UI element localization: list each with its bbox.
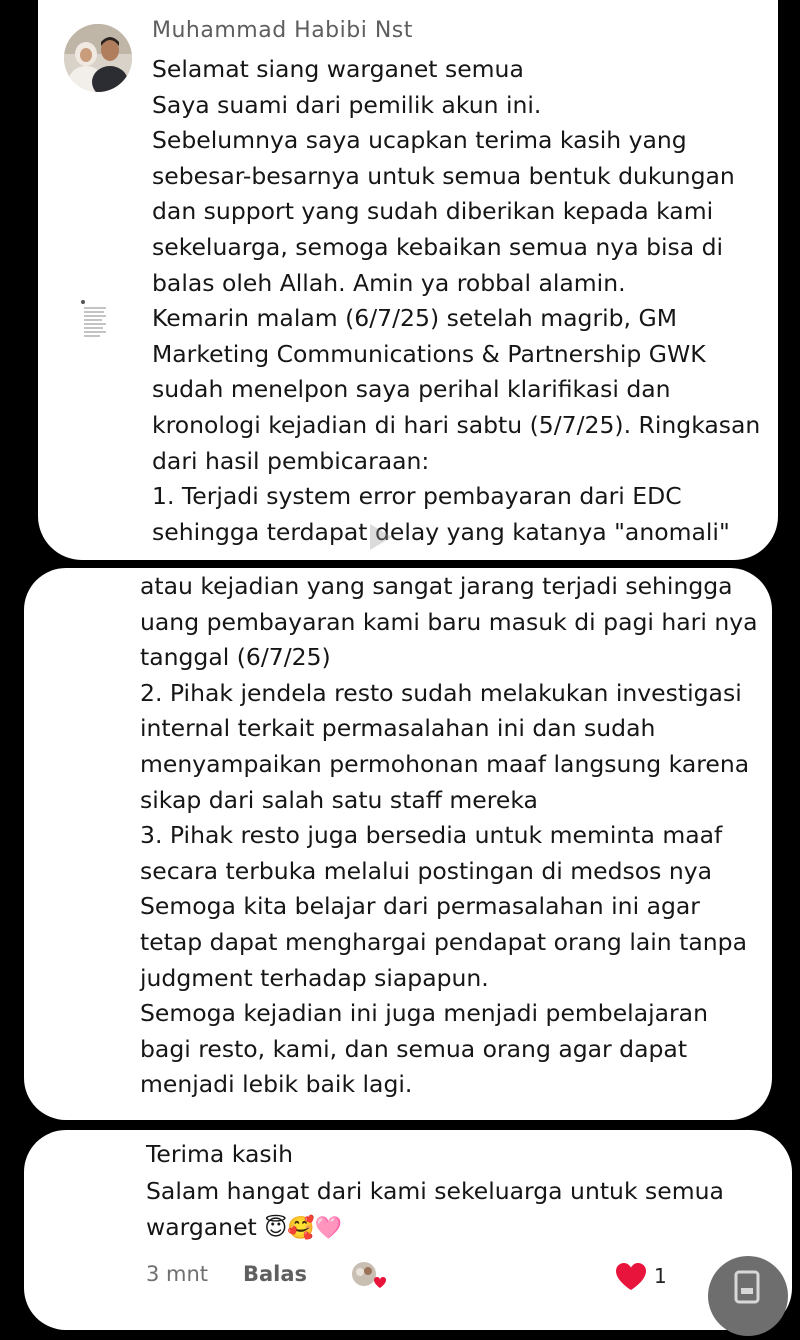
comment-text-part3 — [146, 1136, 724, 1248]
comment-line: Selamat siang warganet semua — [152, 55, 524, 83]
comment-line: Terima kasih — [146, 1140, 294, 1168]
comment-line: atau kejadian yang sangat jarang terjadi sehingga — [140, 572, 733, 600]
comment-line: uang pembayaran kami baru masuk di pagi hari nya — [140, 607, 758, 636]
comment-line: Saya suami dari pemilik akun ini. — [152, 90, 542, 119]
comment-line: sudah menelpon saya perihal klarifikasi dan — [152, 375, 671, 404]
comment-line: sikap dari salah satu staff mereka — [140, 785, 538, 814]
comment-line: dari hasil pembicaraan: — [152, 446, 430, 475]
comment-last-line — [146, 1209, 724, 1248]
comment-line: tanggal (6/7/25) — [140, 643, 331, 672]
comment-line: Kemarin malam (6/7/25) setelah magrib, GM — [152, 304, 677, 333]
emoji-group: 😇🥰🩷 — [264, 1216, 342, 1241]
comment-text-part2 — [140, 569, 758, 1103]
comment-line: secara terbuka melalui postingan di medsos nya — [140, 856, 713, 885]
comment-line: Sebelumnya saya ucapkan terima kasih yang — [152, 126, 687, 155]
comment-line: sehingga terdapat delay yang katanya "anomali" — [152, 517, 730, 546]
comment-author[interactable]: Muhammad Habibi Nst — [152, 18, 413, 43]
image-thumbnail[interactable] — [78, 296, 112, 344]
comment-text-part1 — [152, 52, 760, 550]
floating-action-button[interactable] — [708, 1256, 788, 1336]
author-avatar[interactable] — [64, 24, 132, 92]
comment-line: Salam hangat dari kami sekeluarga untuk semua — [146, 1176, 724, 1205]
comment-time: 3 mnt — [146, 1262, 209, 1286]
author-liked-avatar — [350, 1260, 386, 1290]
comment-line: balas oleh Allah. Amin ya robbal alamin. — [152, 268, 626, 297]
comment-line: sekeluarga, semoga kebaikan semua nya bisa di — [152, 232, 724, 261]
comment-line: tetap dapat menghargai pendapat orang lain tanpa — [140, 927, 747, 956]
like-count: 1 — [654, 1264, 667, 1288]
comment-line: dan support yang sudah diberikan kepada kami — [152, 197, 714, 226]
comment-line: 3. Pihak resto juga bersedia untuk meminta maaf — [140, 821, 723, 850]
comment-line: Semoga kejadian ini juga menjadi pembelajaran — [140, 999, 708, 1028]
comment-line: 2. Pihak jendela resto sudah melakukan investigasi — [140, 678, 742, 707]
comment-line: sebesar-besarnya untuk semua bentuk dukungan — [152, 161, 735, 190]
comment-line: 1. Terjadi system error pembayaran dari EDC — [152, 482, 682, 511]
like-heart-icon[interactable] — [614, 1262, 648, 1292]
reply-button[interactable]: Balas — [243, 1262, 308, 1286]
play-icon — [368, 522, 394, 552]
comment-line: judgment terhadap siapapun. — [140, 963, 489, 992]
comment-line: Marketing Communications & Partnership GWK — [152, 339, 706, 368]
comment-line: menjadi lebik baik lagi. — [140, 1070, 413, 1099]
comment-line-text: warganet — [146, 1213, 257, 1241]
comment-line: Semoga kita belajar dari permasalahan ini agar — [140, 892, 700, 921]
comment-line: menyampaikan permohonan maaf langsung karena — [140, 749, 750, 778]
comment-line: kronologi kejadian di hari sabtu (5/7/25). Ringkasan — [152, 410, 761, 439]
comment-line: bagi resto, kami, dan semua orang agar dapat — [140, 1034, 688, 1063]
comment-line: internal terkait permasalahan ini dan sudah — [140, 714, 656, 743]
